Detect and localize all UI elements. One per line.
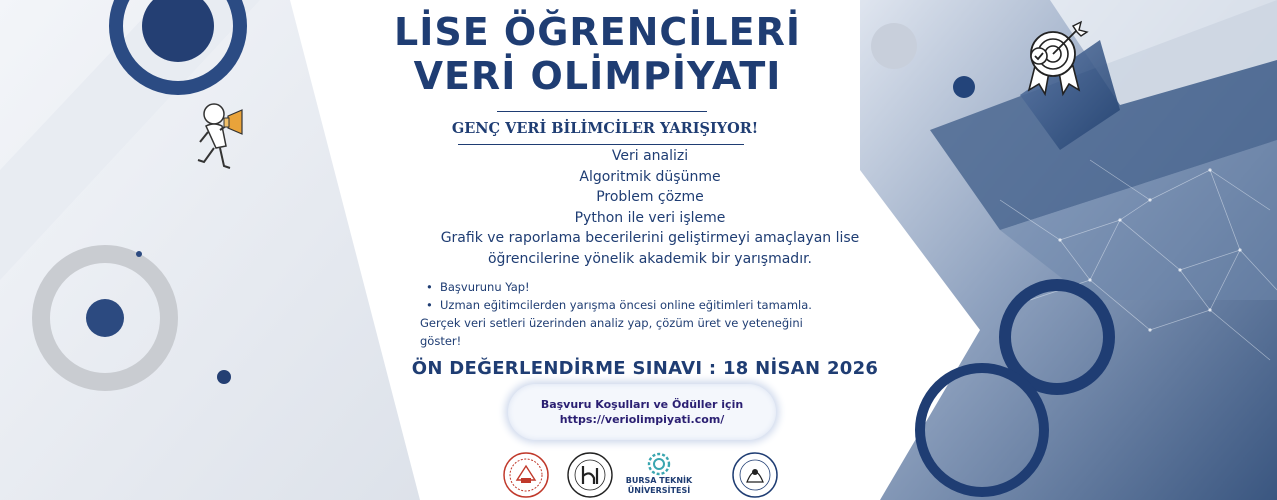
- step-paragraph: göster!: [420, 334, 462, 348]
- foundation-logo: [733, 453, 777, 497]
- ministry-logo: [504, 453, 548, 497]
- university-name-line2: ÜNİVERSİTESİ: [627, 486, 691, 495]
- description-line: Problem çözme: [596, 189, 704, 205]
- exam-date: ÖN DEĞERLENDİRME SINAVI : 18 NİSAN 2026: [411, 358, 879, 379]
- megaphone-person-icon: [190, 100, 250, 178]
- steps-list: [420, 278, 812, 350]
- description-line: Algoritmik düşünme: [579, 168, 721, 185]
- application-link-box[interactable]: [508, 384, 776, 440]
- application-info: Başvuru Koşulları ve Ödüller için: [540, 398, 744, 411]
- divider-bottom: [458, 144, 744, 145]
- subtitle: GENÇ VERİ BİLİMCİLER YARIŞIYOR!: [451, 120, 759, 137]
- page-title-line2: VERİ OLİMPİYATI: [413, 54, 782, 98]
- step-item: • Uzman eğitimcilerden yarışma öncesi online eğitimleri tamamla.: [420, 296, 812, 314]
- school-logo: [568, 453, 612, 497]
- application-url-link[interactable]: https://veriolimpiyati.com/: [559, 413, 725, 426]
- step-paragraph: Gerçek veri setleri üzerinden analiz yap, çözüm üret ve yeteneğini: [420, 316, 803, 330]
- description-line: öğrencilerine yönelik akademik bir yarışmadır.: [487, 250, 813, 267]
- description-line: Python ile veri işleme: [574, 209, 726, 226]
- description: [350, 146, 950, 269]
- university-name-line1: BURSA TEKNİK: [625, 476, 693, 485]
- university-logo: [649, 454, 669, 474]
- divider-top: [497, 111, 707, 112]
- page-title-line1: LİSE ÖĞRENCİLERİ: [393, 10, 802, 54]
- description-line: Grafik ve raporlama becerilerini geliştirmeyi amaçlayan lise: [440, 230, 860, 246]
- step-item: • Başvurunu Yap!: [420, 278, 812, 296]
- description-line: Veri analizi: [611, 148, 689, 164]
